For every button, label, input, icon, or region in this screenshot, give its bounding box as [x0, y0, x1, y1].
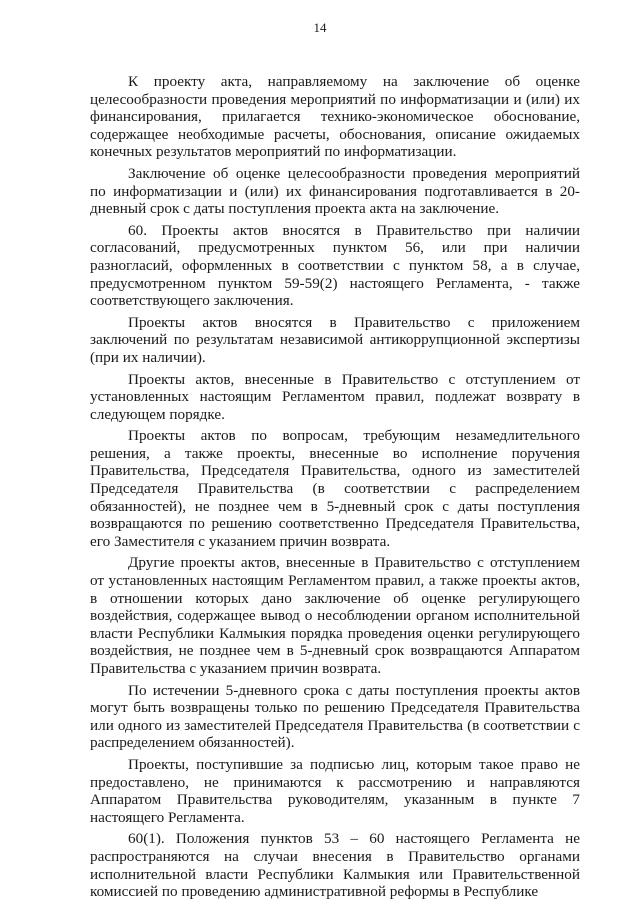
paragraph-other-projects: Другие проекты актов, внесенные в Правительство с отступлением от установленных настоящим Регламентом правил, а также проекты актов, в отношении которых дано заключение об оценке регулирующего воздействия, содержащее вывод о несоблюдении органом исполнительной власти Республики Калмыкия порядка проведения оценки регулирующего воздействия, не позднее чем в 5-дневный срок возвращаются Аппаратом Правительства с указанием причин возврата. [90, 554, 580, 677]
paragraph-urgent-projects: Проекты актов по вопросам, требующим незамедлительного решения, а также проекты, внесенные во исполнение поручения Правительства, Председателя Правительства, одного из заместителей Председателя Правительства (в соответствии с распределением обязанностей), не позднее чем в 5-дневный срок с даты поступления возвращаются по решению соответственно Председателя Правительства, его Заместителя с указанием причин возврата. [90, 427, 580, 550]
paragraph-return-order: Проекты актов, внесенные в Правительство с отступлением от установленных настоящим Регламентом правил, подлежат возврату в следующем порядке. [90, 370, 580, 423]
paragraph-item-60: 60. Проекты актов вносятся в Правительство при наличии согласований, предусмотренных пунктом 56, или при наличии разногласий, оформленных в соответствии с пунктом 58, а в случае, предусмотренном пунктом 59-59(2) настоящего Регламента, - также соответствующего заключения. [90, 221, 580, 310]
paragraph-item-60-1: 60(1). Положения пунктов 53 – 60 настоящего Регламента не распространяются на случаи внесения в Правительство органами исполнительной власти Республики Калмыкия или Правительственной комиссией по проведению административной реформы в Республике [90, 830, 580, 901]
paragraph-project-attachment: К проекту акта, направляемому на заключение об оценке целесообразности проведения мероприятий по информатизации и (или) их финансирования, прилагается технико-экономическое обоснование, содержащее необходимые расчеты, обоснования, описание ожидаемых конечных результатов мероприятий по информатизации. [90, 73, 580, 161]
document-body [90, 73, 580, 901]
paragraph-conclusion-deadline: Заключение об оценке целесообразности проведения мероприятий по информатизации и (или) их финансирования подготавливается в 20-дневный срок с даты поступления проекта акта на заключение. [90, 164, 580, 218]
paragraph-unauthorized-signatures: Проекты, поступившие за подписью лиц, которым такое право не предоставлено, не принимаются к рассмотрению и направляются Аппаратом Правительства руководителям, указанным в пункте 7 настоящего Регламента. [90, 755, 580, 826]
paragraph-anticorruption-expertise: Проекты актов вносятся в Правительство с приложением заключений по результатам независимой антикоррупционной экспертизы (при их наличии). [90, 313, 580, 366]
paragraph-after-deadline: По истечении 5-дневного срока с даты поступления проекты актов могут быть возвращены только по решению Председателя Правительства или одного из заместителей Председателя Правительства (в соответствии с распределением обязанностей). [90, 681, 580, 752]
page-number: 14 [313, 20, 327, 35]
